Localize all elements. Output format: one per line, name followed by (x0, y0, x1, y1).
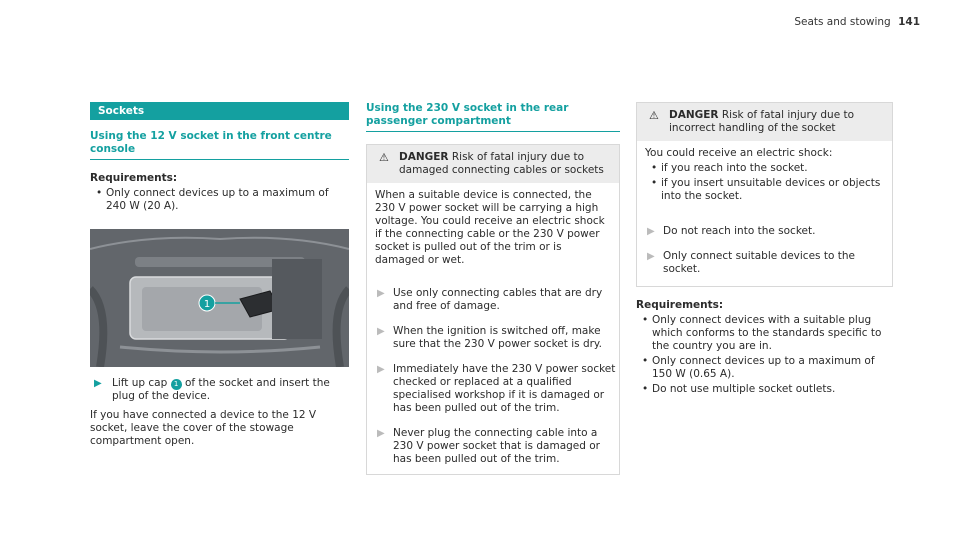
step-arrow-icon: ▶ (377, 326, 385, 337)
instruction-step: ▶ Do not reach into the socket. (647, 225, 816, 237)
danger-box (366, 144, 620, 475)
danger-label: DANGER (669, 109, 719, 121)
instruction-step: ▶ Use only connecting cables that are dry and free of damage. (377, 287, 603, 312)
instruction-step: ▶ Lift up cap 1 of the socket and insert the plug of the device. (94, 377, 330, 402)
list-item: • if you reach into the socket. (645, 162, 884, 175)
instruction-step: ▶ Immediately have the 230 V power socket checked or replaced at a qualified specialised workshop if it is damaged or has been pulled out of the trim. (377, 363, 616, 414)
image-callout: 1 (203, 299, 211, 310)
list-item: • if you insert unsuitable devices or objects into the socket. (645, 177, 884, 203)
danger-box (636, 102, 893, 287)
section-band: Sockets (90, 102, 349, 120)
danger-body: You could receive an electric shock: • if you reach into the socket. • if you insert unsuitable devices or objects into the socket. (637, 141, 892, 213)
list-item: • Only connect devices up to a maximum of 150 W (0.65 A). (636, 355, 893, 381)
subsection-heading: Using the 12 V socket in the front centre console (90, 130, 349, 160)
instruction-step: ▶ Only connect suitable devices to the socket. (647, 250, 855, 275)
running-header (794, 16, 920, 28)
danger-body: When a suitable device is connected, the 230 V power socket will be carrying a high voltage. You could receive an electric shock if the connecting cable or the 230 V power socket is pulled out of the trim or is damaged or wet. (375, 189, 605, 266)
danger-heading: ⚠ DANGER Risk of fatal injury due to incorrect handling of the socket (637, 103, 892, 141)
step-arrow-icon: ▶ (377, 428, 385, 439)
hazard-list (645, 162, 884, 203)
warning-triangle-icon: ⚠ (649, 109, 659, 122)
step-arrow-icon: ▶ (377, 364, 385, 375)
list-item: • Do not use multiple socket outlets. (636, 383, 893, 396)
instruction-step: ▶ When the ignition is switched off, make sure that the 230 V power socket is dry. (377, 325, 602, 350)
step-arrow-icon: ▶ (94, 378, 102, 389)
step-arrow-icon: ▶ (647, 226, 655, 237)
step-arrow-icon: ▶ (377, 288, 385, 299)
requirements-label: Requirements: (636, 299, 724, 311)
column-right (636, 102, 893, 398)
instruction-step: ▶ Never plug the connecting cable into a 230 V power socket that is damaged or has been pulled out of the trim. (377, 427, 600, 465)
requirements-list (90, 187, 349, 213)
danger-label: DANGER (399, 151, 449, 163)
column-left (90, 102, 349, 448)
warning-triangle-icon: ⚠ (379, 151, 389, 164)
page-number: 141 (898, 16, 920, 28)
console-illustration (90, 229, 349, 367)
callout-marker: 1 (171, 379, 182, 390)
danger-heading: ⚠ DANGER Risk of fatal injury due to damaged connecting cables or sockets (367, 145, 619, 183)
column-middle (366, 102, 620, 475)
list-item: • Only connect devices up to a maximum of 240 W (20 A). (90, 187, 349, 213)
list-item: • Only connect devices with a suitable plug which conforms to the standards specific to the country you are in. (636, 314, 893, 353)
subsection-heading: Using the 230 V socket in the rear passenger compartment (366, 102, 620, 132)
note-paragraph: If you have connected a device to the 12 V socket, leave the cover of the stowage compartment open. (90, 409, 317, 447)
requirements-list (636, 314, 893, 396)
requirements-label: Requirements: (90, 172, 178, 184)
step-arrow-icon: ▶ (647, 251, 655, 262)
console-socket-photo (90, 229, 349, 367)
section-name: Seats and stowing (794, 16, 891, 28)
